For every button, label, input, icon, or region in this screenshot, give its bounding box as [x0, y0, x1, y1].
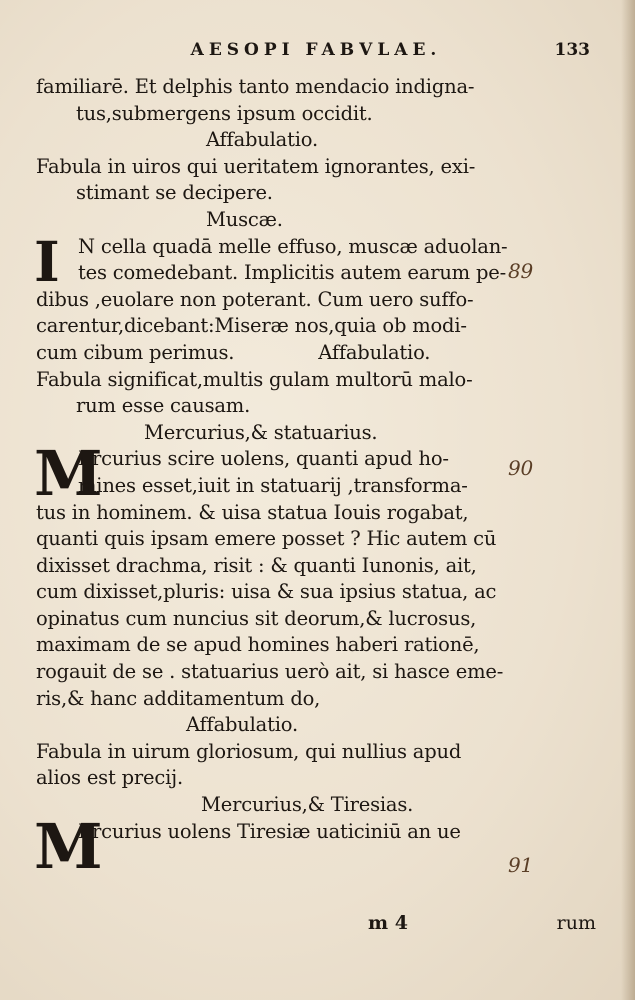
- text-line: stimant se decipere.: [76, 181, 273, 205]
- text-line-content: Ercurius scire uolens, quanti apud ho-: [78, 447, 449, 471]
- section-heading: Affabulatio.: [206, 128, 318, 152]
- text-line: Fabula in uirum gloriosum, qui nullius apud: [36, 739, 462, 763]
- text-line: tus,submergens ipsum occidit.: [76, 101, 373, 125]
- text-line-content: Ercurius uolens Tiresiæ uaticiniū an ue: [78, 819, 461, 843]
- text-line: Fabula in uiros qui ueritatem ignorantes, exi-: [36, 154, 476, 178]
- text-line: maximam de se apud homines haberi rationē,: [36, 633, 480, 657]
- fable-title: Muscæ.: [206, 207, 283, 231]
- drop-capital: M: [34, 437, 103, 511]
- text-line: carentur,dicebant:Miseræ nos,quia ob modi-: [36, 314, 467, 338]
- text-line: tus in hominem. & uisa statua Iouis rogabat,: [36, 500, 469, 524]
- fable-title: Mercurius,& Tiresias.: [201, 793, 414, 817]
- section-heading: Affabulatio.: [318, 340, 431, 364]
- section-heading: Affabulatio.: [186, 713, 298, 737]
- text-line: cum dixisset,pluris: uisa & sua ipsius statua, ac: [36, 580, 497, 604]
- text-line-content: N cella quadā melle effuso, muscæ aduolan-: [78, 234, 508, 258]
- catchword: rum: [556, 912, 596, 934]
- text-line: opinatus cum nuncius sit deorum,& lucrosus,: [36, 606, 477, 630]
- page-header: [36, 40, 596, 70]
- text-line: rum esse causam.: [76, 394, 251, 418]
- text-line: quanti quis ipsam emere posset ? Hic autem cū: [36, 527, 497, 551]
- running-head: AESOPI FABVLAE.: [190, 40, 442, 60]
- text-line: Fabula significat,multis gulam multorū malo-: [36, 367, 473, 391]
- text-line: mines esset,iuit in statuarij ,transforma-: [78, 473, 468, 497]
- marginal-number: 91: [508, 853, 534, 877]
- fable-title: Mercurius,& statuarius.: [144, 420, 378, 444]
- page-gutter-shadow: [621, 0, 635, 1000]
- drop-capital: I: [34, 228, 60, 294]
- marginal-number: 90: [508, 456, 534, 480]
- text-line: tes comedebant. Implicitis autem earum pe-: [78, 261, 506, 285]
- marginal-number: 89: [508, 259, 534, 283]
- text-line: dibus ,euolare non poterant. Cum uero suffo-: [36, 287, 474, 311]
- text-line: ris,& hanc additamentum do,: [36, 686, 321, 710]
- signature-mark: m 4: [368, 912, 408, 934]
- drop-capital: M: [34, 809, 103, 883]
- text-line: dixisset drachma, risit : & quanti Iunonis, ait,: [36, 553, 477, 577]
- text-line: alios est precij.: [36, 766, 183, 790]
- page-number: 133: [554, 40, 590, 60]
- text-line-content: cum cibum perimus.: [36, 340, 235, 364]
- page-footer: [36, 912, 596, 940]
- text-line: familiarē. Et delphis tanto mendacio indigna-: [36, 75, 475, 98]
- text-line: rogauit de se . statuarius uerò ait, si hasce eme-: [36, 660, 504, 684]
- text-line: [36, 340, 596, 367]
